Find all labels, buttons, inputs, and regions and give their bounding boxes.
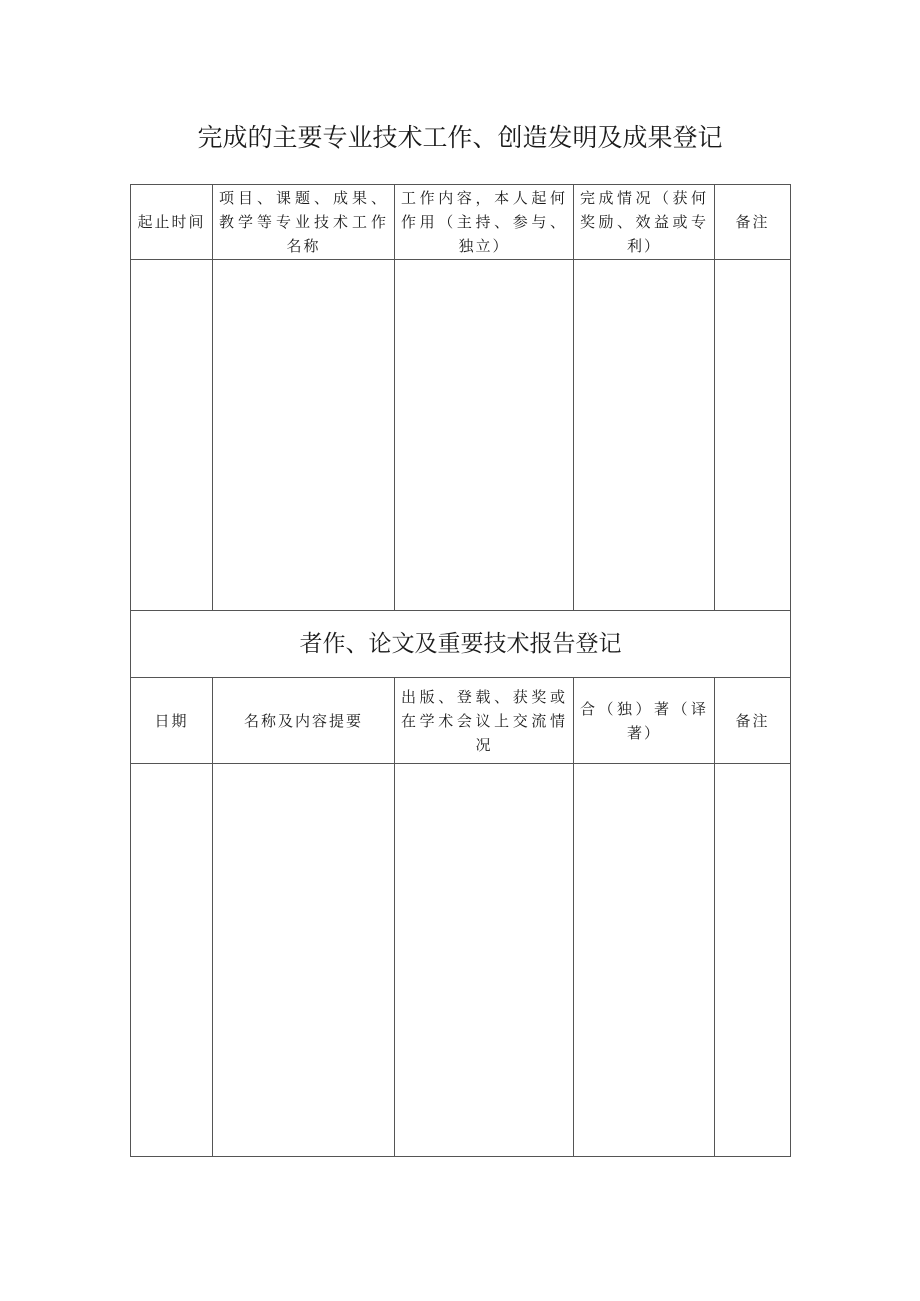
pub-cell-date[interactable] [131,764,213,1157]
header-remarks: 备注 [715,185,791,260]
publications-section-title: 者作、论文及重要技术报告登记 [131,611,791,678]
work-cell-work-content[interactable] [395,260,574,611]
pub-cell-remarks[interactable] [715,764,791,1157]
header-pub-remarks: 备注 [715,678,791,764]
header-period: 起止时间 [131,185,213,260]
work-cell-project-name[interactable] [213,260,395,611]
work-cell-completion[interactable] [574,260,715,611]
page-title: 完成的主要专业技术工作、创造发明及成果登记 [197,123,723,152]
header-authorship: 合（独）著（译著） [574,678,715,764]
publications-section-row [131,611,791,678]
work-cell-remarks[interactable] [715,260,791,611]
pub-cell-title-summary[interactable] [213,764,395,1157]
header-publication-status: 出版、登载、获奖或在学术会议上交流情况 [395,678,574,764]
header-work-content: 工作内容，本人起何作用（主持、参与、独立） [395,185,574,260]
work-entry-row [131,260,791,611]
header-title-summary: 名称及内容提要 [213,678,395,764]
work-header-row [131,185,791,260]
publications-header-row [131,678,791,764]
work-cell-period[interactable] [131,260,213,611]
pub-cell-publication-status[interactable] [395,764,574,1157]
header-project-name: 项目、课题、成果、教学等专业技术工作名称 [213,185,395,260]
publications-entry-row [131,764,791,1157]
pub-cell-authorship[interactable] [574,764,715,1157]
header-date: 日期 [131,678,213,764]
header-completion: 完成情况（获何奖励、效益或专利） [574,185,715,260]
registration-form-table [130,184,791,1157]
